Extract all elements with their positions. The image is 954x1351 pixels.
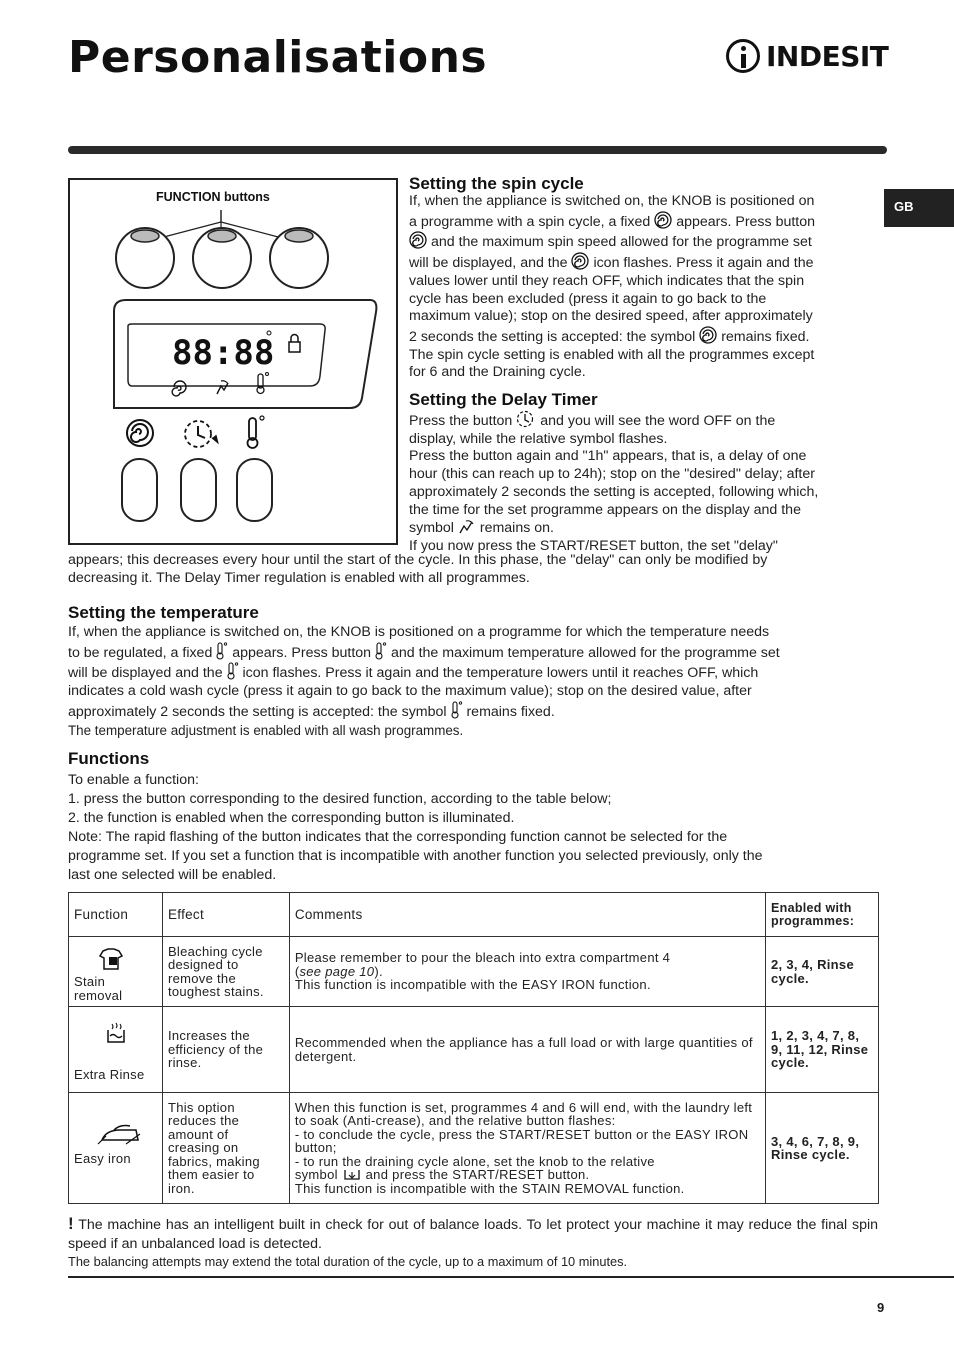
delay-line: hour (this can reach up to 24h); stop on the "desired" delay; after (409, 466, 815, 483)
function-button-3 (270, 228, 328, 288)
spin-line: for 6 and the Draining cycle. (409, 364, 586, 381)
delay-timer-button (181, 459, 216, 521)
footer-rule (68, 1276, 954, 1278)
language-tab: GB (884, 189, 954, 227)
delay-line: the time for the set programme appears on the display and the (409, 501, 801, 518)
brand-name: INDESIT (766, 39, 889, 73)
delay-timer-icon (516, 410, 536, 428)
delay-timer-icon (458, 519, 476, 535)
comments-cell: Please remember to pour the bleach into extra compartment 4 (see page 10). This function is incompatible with the EASY IRON function. (289, 937, 765, 1007)
functions-section (68, 771, 878, 885)
spin-line: cycle has been excluded (press it again to go back to the (409, 290, 767, 307)
drain-icon (342, 1168, 362, 1182)
col-enabled: Enabled with programmes: (766, 893, 879, 937)
temperature-icon (216, 642, 228, 660)
effect-cell: Bleaching cycle designed to remove the toughest stains. (162, 937, 289, 1007)
display-digits: 88:88 (172, 333, 275, 373)
temperature-button (237, 459, 272, 521)
spin-line: will be displayed, and the icon flashes. Press it again and the (409, 252, 877, 273)
functions-line: To enable a function: (68, 772, 199, 788)
balance-note-small: The balancing attempts may extend the total duration of the cycle, up to a maximum of 10 minutes. (68, 1254, 628, 1269)
spin-line: values lower until they reach OFF, which indicates that the spin (409, 272, 805, 289)
effect-cell: Increases the efficiency of the rinse. (162, 1007, 289, 1093)
function-button-1 (116, 228, 174, 288)
page-title: Personalisations (68, 32, 488, 83)
delay-line: approximately 2 seconds the setting is accepted, following which, (409, 483, 819, 500)
spin-line: maximum value); stop on the desired speed, after approximately (409, 308, 813, 325)
functions-line: Note: The rapid flashing of the button indicates that the corresponding function cannot be selected for the (68, 829, 728, 845)
extra-rinse-icon (104, 1022, 128, 1046)
functions-line: 1. press the button corresponding to the desired function, according to the table below; (68, 791, 612, 807)
table-row (69, 937, 879, 1007)
function-cell: Stain removal (69, 937, 163, 1007)
spin-icon (699, 326, 717, 344)
delay-line: Press the button and you will see the word OFF on the (409, 410, 877, 431)
temperature-line: If, when the appliance is switched on, the KNOB is positioned on a programme for which the temperature needs (68, 624, 770, 640)
spin-line: a programme with a spin cycle, a fixed appears. Press button (409, 211, 877, 232)
function-buttons-label: FUNCTION buttons (156, 190, 270, 204)
enabled-cell: 3, 4, 6, 7, 8, 9, Rinse cycle. (766, 1093, 879, 1204)
comments-cell: When this function is set, programmes 4 and 6 will end, with the laundry left to soak (Anti-crease), and the relative button flashes: - to conclude the cycle, press the START/RESET button or the EASY IRON button; - to run the draining cycle alone, set the knob to the relative symbol and press the START/RESET button. This function is incompatible with the STAIN REMOVAL function. (289, 1093, 765, 1204)
function-cell: Extra Rinse (69, 1007, 163, 1093)
functions-line: last one selected will be enabled. (68, 867, 277, 883)
spin-line: 2 seconds the setting is accepted: the symbol remains fixed. (409, 326, 877, 347)
functions-line: 2. the function is enabled when the corresponding button is illuminated. (68, 810, 515, 826)
temperature-icon (451, 701, 463, 719)
temperature-line: The temperature adjustment is enabled with all wash programmes. (68, 722, 464, 738)
control-panel-diagram (68, 178, 398, 545)
comments-cell: Recommended when the appliance has a full load or with large quantities of detergent. (289, 1007, 765, 1093)
delay-line: display, while the relative symbol flashes. (409, 430, 668, 447)
delay-line: symbol remains on. (409, 520, 554, 537)
spin-button (122, 459, 157, 521)
header-rule (68, 146, 887, 154)
function-button-2 (193, 228, 251, 288)
delay-section (409, 410, 877, 556)
balance-note (68, 1215, 878, 1271)
stain-removal-icon (98, 947, 124, 971)
spin-line: and the maximum spin speed allowed for the programme set (409, 231, 877, 252)
temperature-line: to be regulated, a fixed appears. Press button and the maximum temperature allowed for the programme set (68, 642, 878, 663)
col-effect: Effect (162, 893, 289, 937)
control-panel-drawing (70, 180, 400, 547)
table-row (69, 1093, 879, 1204)
delay-heading: Setting the Delay Timer (409, 390, 598, 409)
delay-line: decreasing it. The Delay Timer regulation is enabled with all programmes. (68, 569, 530, 586)
functions-line: programme set. If you set a function that is incompatible with another function you selected previously, only the (68, 848, 763, 864)
col-comments: Comments (289, 893, 765, 937)
spin-icon (571, 252, 589, 270)
temperature-icon (248, 416, 265, 448)
spin-line: If, when the appliance is switched on, the KNOB is positioned on (409, 193, 815, 209)
enabled-cell: 1, 2, 3, 4, 7, 8, 9, 11, 12, Rinse cycle. (766, 1007, 879, 1093)
temperature-line: will be displayed and the icon flashes. Press it again and the temperature lowers until it reaches OFF, which (68, 662, 878, 683)
temperature-heading: Setting the temperature (68, 603, 259, 622)
brand-logo (726, 36, 888, 76)
spin-icon (127, 420, 153, 446)
table-row (69, 1007, 879, 1093)
enabled-cell: 2, 3, 4, Rinse cycle. (766, 937, 879, 1007)
temperature-line: approximately 2 seconds the setting is accepted: the symbol remains fixed. (68, 701, 878, 722)
function-cell: Easy iron (69, 1093, 163, 1204)
delay-line: appears; this decreases every hour until the start of the cycle. In this phase, the "delay" can only be modified by (68, 552, 768, 568)
col-function: Function (69, 893, 163, 937)
temperature-icon (375, 642, 387, 660)
temperature-section (68, 624, 878, 739)
spin-section (409, 193, 877, 382)
spin-heading: Setting the spin cycle (409, 174, 584, 193)
functions-table (68, 892, 879, 1204)
delay-line: Press the button again and "1h" appears, that is, a delay of one (409, 448, 807, 465)
balance-note-text: The machine has an intelligent built in check for out of balance loads. To let protect your machine it may reduce the final spin speed if an unbalanced load is detected. (68, 1217, 878, 1252)
spin-icon (654, 211, 672, 229)
easy-iron-icon (96, 1122, 142, 1148)
spin-line: The spin cycle setting is enabled with all the programmes except (409, 346, 815, 363)
page-number: 9 (877, 1300, 885, 1315)
temperature-line: indicates a cold wash cycle (press it again to go back to the maximum value); stop on the desired value, after (68, 683, 752, 700)
warning-mark: ! (68, 1214, 74, 1233)
delay-line: If you now press the START/RESET button, the set "delay" (409, 537, 778, 554)
delay-timer-icon (185, 421, 218, 447)
table-header-row (69, 893, 879, 937)
spin-icon (409, 231, 427, 249)
temperature-icon (227, 662, 239, 680)
effect-cell: This option reduces the amount of creasing on fabrics, making them easier to iron. (162, 1093, 289, 1204)
delay-section-continued (68, 552, 878, 587)
functions-heading: Functions (68, 749, 150, 768)
brand-logo-icon (726, 39, 760, 73)
